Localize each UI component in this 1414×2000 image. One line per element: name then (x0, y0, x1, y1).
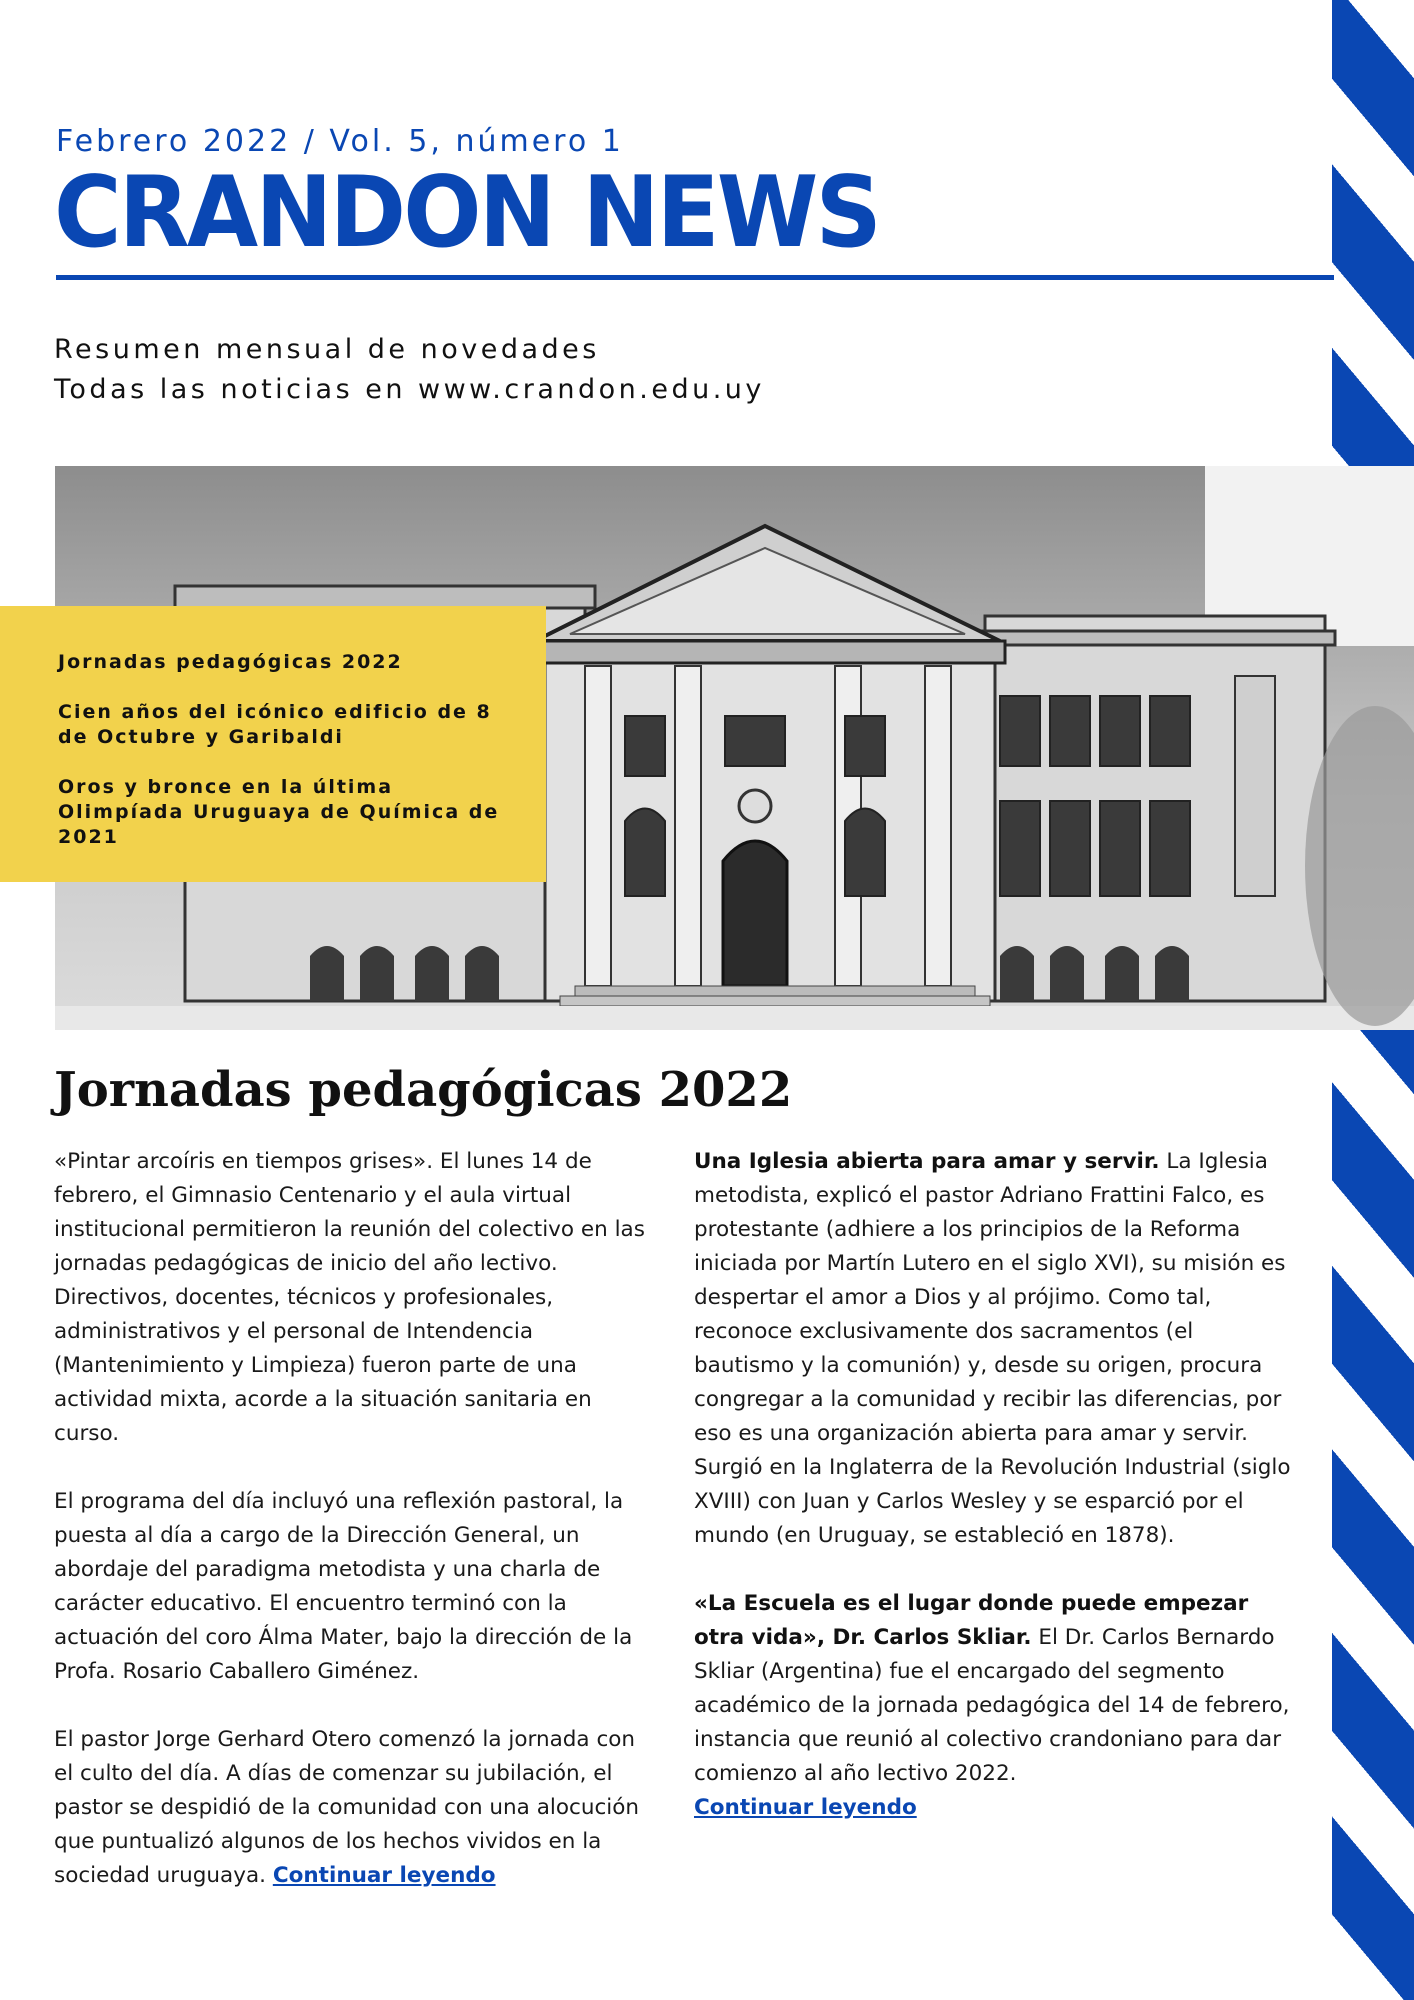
article-column-right (694, 1145, 1294, 1825)
article-paragraph-text: El Dr. Carlos Bernardo Skliar (Argentina) fue el encargado del segmento académico de la jornada pedagógica del 14 de febrero, instancia que reunió al colectivo crandoniano para dar comienzo al año lectivo 2022. (694, 1625, 1290, 1786)
subtitle-line-1: Resumen mensual de novedades (54, 334, 600, 365)
article-paragraph (54, 1723, 654, 1893)
issue-label: Febrero 2022 / Vol. 5, número 1 (56, 124, 624, 159)
article-paragraph: «Pintar arcoíris en tiempos grises». El lunes 14 de febrero, el Gimnasio Centenario y el aula virtual institucional permitieron la reunión del colectivo en las jornadas pedagógicas de inicio del año lectivo. Directivos, docentes, técnicos y profesionales, administrativos y el personal de Intendencia (Mantenimiento y Limpieza) fueron parte de una actividad mixta, acorde a la situación sanitaria en curso. (54, 1149, 645, 1446)
article-paragraph: El programa del día incluyó una reflexión pastoral, la puesta al día a cargo de la Dirección General, un abordaje del paradigma metodista y una charla de carácter educativo. El encuentro terminó con la actuación del coro Álma Mater, bajo la dirección de la Profa. Rosario Caballero Giménez. (54, 1489, 633, 1684)
article-paragraph (694, 1145, 1294, 1553)
article-column-left (54, 1145, 654, 1927)
highlights-box (0, 606, 546, 882)
highlight-item: Oros y bronce en la última Olimpíada Uruguaya de Química de 2021 (58, 776, 500, 848)
article-paragraph-text: La Iglesia metodista, explicó el pastor Adriano Frattini Falco, es protestante (adhiere a los principios de la Reforma iniciada por Martín Lutero en el siglo XVI), su misión es despertar el amor a Dios y al prójimo. Como tal, reconoce exclusivamente dos sacramentos (el bautismo y la comunión) y, desde su origen, procura congregar a la comunidad y recibir las diferencias, por eso es una organización abierta para amar y servir. Surgió en la Inglaterra de la Revolución Industrial (siglo XVIII) con Juan y Carlos Wesley y se esparció por el mundo (en Uruguay, se estableció en 1878). (694, 1149, 1291, 1548)
subtitle (54, 330, 765, 410)
continue-reading-link[interactable]: Continuar leyendo (272, 1863, 496, 1888)
paragraph-lead: «La Escuela es el lugar donde puede empezar otra vida», Dr. Carlos Skliar. (694, 1591, 1249, 1650)
paragraph-lead: Una Iglesia abierta para amar y servir. (694, 1149, 1160, 1174)
title-divider (56, 275, 1334, 280)
article-title: Jornadas pedagógicas 2022 (54, 1062, 793, 1118)
newsletter-title: CRANDON NEWS (54, 156, 880, 270)
highlight-item: Cien años del icónico edificio de 8 de Octubre y Garibaldi (58, 701, 492, 748)
article-paragraph (694, 1587, 1294, 1791)
article-paragraph-text: El pastor Jorge Gerhard Otero comenzó la jornada con el culto del día. A días de comenzar su jubilación, el pastor se despidió de la comunidad con una alocución que puntualizó algunos de los hechos vividos en la sociedad uruguaya. (54, 1727, 640, 1888)
subtitle-line-2: Todas las noticias en www.crandon.edu.uy (54, 374, 765, 405)
continue-reading-link[interactable]: Continuar leyendo (694, 1795, 917, 1820)
highlight-item: Jornadas pedagógicas 2022 (58, 651, 403, 673)
